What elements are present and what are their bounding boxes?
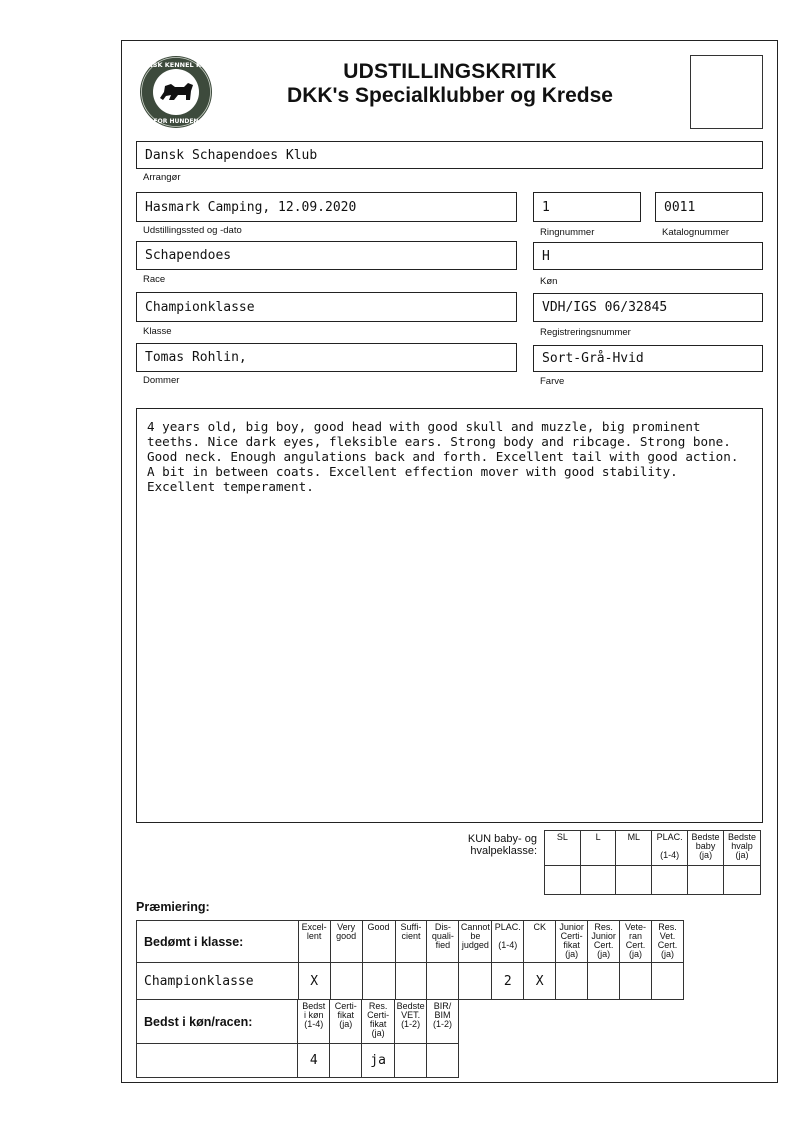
baby-class-label: KUN baby- og hvalpeklasse: [467,833,537,857]
class-value [556,963,588,1000]
dommer-label: Dommer [143,375,180,386]
kon-field: H [533,242,763,270]
baby-value [545,866,581,895]
class-header: Cannot be judged [459,921,492,963]
baby-value [652,866,688,895]
udstillingssted-field: Hasmark Camping, 12.09.2020 [136,192,517,222]
class-value [330,963,362,1000]
ringnummer-label: Ringnummer [540,227,595,238]
premiering-title: Præmiering: [136,900,210,914]
class-value [588,963,620,1000]
best-header: Certi- fikat (ja) [330,1000,362,1044]
best-row-blank [137,1044,298,1078]
class-header: Res. Vet. Cert. (ja) [651,921,683,963]
farve-field: Sort-Grå-Hvid [533,345,763,372]
baby-header: Bedste baby (ja) [688,831,724,866]
baby-header: SL [545,831,581,866]
class-header: Very good [330,921,362,963]
baby-header: PLAC. (1-4) [652,831,688,866]
best-header: BIR/ BIM (1-2) [427,1000,459,1044]
class-header: Junior Certi- fikat (ja) [556,921,588,963]
arrangor-label: Arrangør [143,172,181,183]
best-row-label: Bedst i køn/racen: [137,1000,298,1044]
registreringsnummer-label: Registreringsnummer [540,327,631,338]
klasse-label: Klasse [143,326,172,337]
class-value [362,963,395,1000]
class-result-table [136,920,684,1000]
class-value: X [298,963,330,1000]
race-label: Race [143,274,166,285]
class-value [620,963,652,1000]
dommer-field: Tomas Rohlin, [136,343,517,372]
class-header: Dis- quali- fied [427,921,459,963]
baby-value [580,866,616,895]
critique-text: 4 years old, big boy, good head with good skull and muzzle, big prominent teeths. Nice dark eyes, fleksible ears. Strong body and ribcage. Strong bone. Good neck. Enough angulations back and forth. Excellent tail with good action. A bit in between coats. Excellent effection mover with good stability. Excellent temperament. [147,419,739,494]
registreringsnummer-field: VDH/IGS 06/32845 [533,293,763,322]
class-value [651,963,683,1000]
class-value [427,963,459,1000]
katalognummer-field: 0011 [655,192,763,222]
best-header: Res. Certi- fikat (ja) [362,1000,395,1044]
baby-value [616,866,652,895]
svg-text:FOR HUNDEN: FOR HUNDEN [153,118,199,125]
class-value: X [524,963,556,1000]
farve-label: Farve [540,376,565,387]
class-value: 2 [492,963,524,1000]
baby-header: ML [616,831,652,866]
best-value [395,1044,427,1078]
klasse-field: Championklasse [136,292,517,322]
udstillingssted-label: Udstillingssted og -dato [143,225,242,236]
dkk-logo [138,54,214,130]
baby-value [688,866,724,895]
class-name: Championklasse [137,963,299,1000]
race-field: Schapendoes [136,241,517,270]
best-value [427,1044,459,1078]
kon-label: Køn [540,276,558,287]
svg-text:DANSK KENNEL KLUB: DANSK KENNEL KLUB [138,61,214,69]
photo-box [690,55,763,129]
best-value [330,1044,362,1078]
baby-header: Bedste hvalp (ja) [724,831,761,866]
ringnummer-field: 1 [533,192,641,222]
class-header: Vete- ran Cert. (ja) [620,921,652,963]
form-subtitle: DKK's Specialklubber og Kredse [287,84,613,107]
class-value [459,963,492,1000]
katalognummer-label: Katalognummer [662,227,730,238]
class-row-label: Bedømt i klasse: [137,921,299,963]
class-header: Good [362,921,395,963]
class-header: CK [524,921,556,963]
best-header: Bedst i køn (1-4) [298,1000,330,1044]
best-result-table [136,999,459,1078]
form-title: UDSTILLINGSKRITIK [343,60,557,83]
class-header: PLAC. (1-4) [492,921,524,963]
best-header: Bedste VET. (1-2) [395,1000,427,1044]
critique-box [136,408,763,823]
class-value [395,963,427,1000]
arrangor-field: Dansk Schapendoes Klub [136,141,763,169]
baby-value [724,866,761,895]
best-value: ja [362,1044,395,1078]
class-header: Suffi- cient [395,921,427,963]
baby-class-table [544,830,761,895]
best-value: 4 [298,1044,330,1078]
baby-header: L [580,831,616,866]
class-header: Excel- lent [298,921,330,963]
class-header: Res. Junior Cert. (ja) [588,921,620,963]
